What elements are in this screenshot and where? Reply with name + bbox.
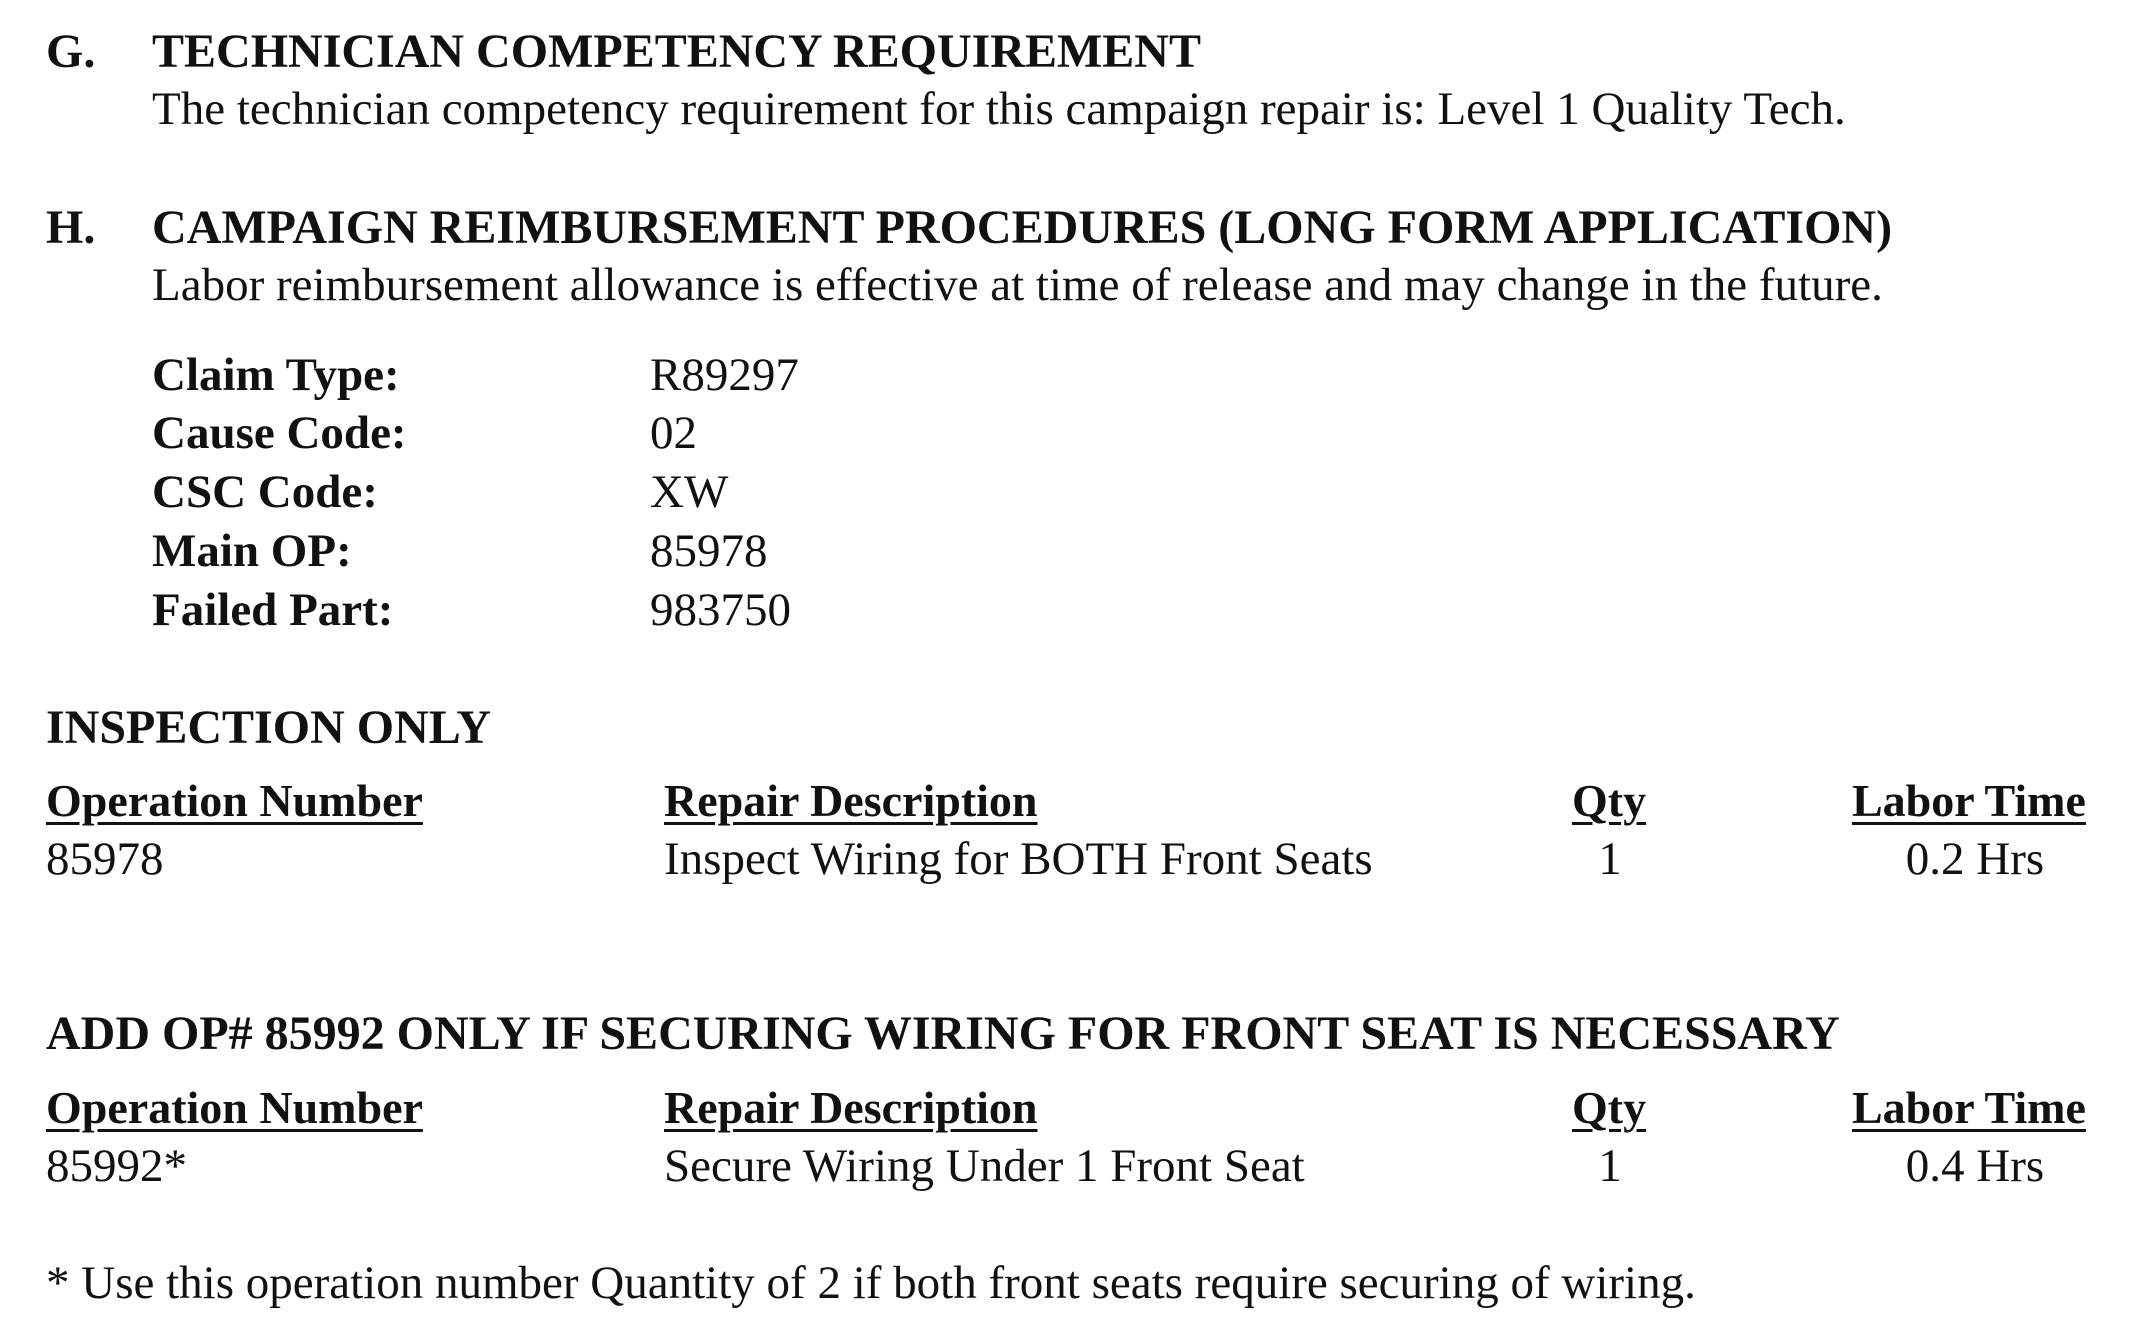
col-header-operation-number: Operation Number bbox=[46, 775, 423, 826]
main-op-label: Main OP: bbox=[152, 525, 352, 577]
operation-number-cell: 85978 bbox=[46, 833, 164, 885]
section-h-letter: H. bbox=[46, 201, 96, 254]
col-header-repair-description: Repair Description bbox=[664, 1082, 1038, 1133]
col-header-qty: Qty bbox=[1572, 1082, 1647, 1133]
section-h-title: CAMPAIGN REIMBURSEMENT PROCEDURES (LONG FORM APPLICATION) bbox=[152, 201, 1893, 254]
footnote: * Use this operation number Quantity of 2 if both front seats require securing of wiring. bbox=[46, 1257, 1696, 1309]
section-g-letter: G. bbox=[46, 25, 96, 78]
inspection-only-title: INSPECTION ONLY bbox=[46, 701, 492, 754]
labor-time-cell: 0.2 Hrs bbox=[1905, 833, 2045, 885]
qty-cell: 1 bbox=[1598, 833, 1622, 885]
csc-code-value: XW bbox=[650, 466, 729, 518]
repair-description-cell: Secure Wiring Under 1 Front Seat bbox=[664, 1140, 1305, 1192]
failed-part-label: Failed Part: bbox=[152, 584, 394, 636]
claim-type-value: R89297 bbox=[650, 349, 799, 401]
operation-number-cell: 85992* bbox=[46, 1140, 187, 1192]
section-g-title: TECHNICIAN COMPETENCY REQUIREMENT bbox=[152, 25, 1201, 78]
repair-description-cell: Inspect Wiring for BOTH Front Seats bbox=[664, 833, 1373, 885]
col-header-labor-time: Labor Time bbox=[1852, 1082, 2086, 1133]
col-header-operation-number: Operation Number bbox=[46, 1082, 423, 1133]
cause-code-label: Cause Code: bbox=[152, 407, 407, 459]
labor-time-cell: 0.4 Hrs bbox=[1905, 1140, 2045, 1192]
failed-part-value: 983750 bbox=[650, 584, 791, 636]
col-header-labor-time: Labor Time bbox=[1852, 775, 2086, 826]
qty-cell: 1 bbox=[1598, 1140, 1622, 1192]
claim-type-label: Claim Type: bbox=[152, 349, 400, 401]
col-header-repair-description: Repair Description bbox=[664, 775, 1038, 826]
col-header-qty: Qty bbox=[1572, 775, 1647, 826]
csc-code-label: CSC Code: bbox=[152, 466, 378, 518]
cause-code-value: 02 bbox=[650, 407, 697, 459]
add-op-title: ADD OP# 85992 ONLY IF SECURING WIRING FOR FRONT SEAT IS NECESSARY bbox=[46, 1007, 1840, 1060]
section-h-text: Labor reimbursement allowance is effective at time of release and may change in the future. bbox=[152, 259, 1883, 311]
main-op-value: 85978 bbox=[650, 525, 768, 577]
section-g-text: The technician competency requirement for this campaign repair is: Level 1 Quality Tech. bbox=[152, 83, 1846, 135]
